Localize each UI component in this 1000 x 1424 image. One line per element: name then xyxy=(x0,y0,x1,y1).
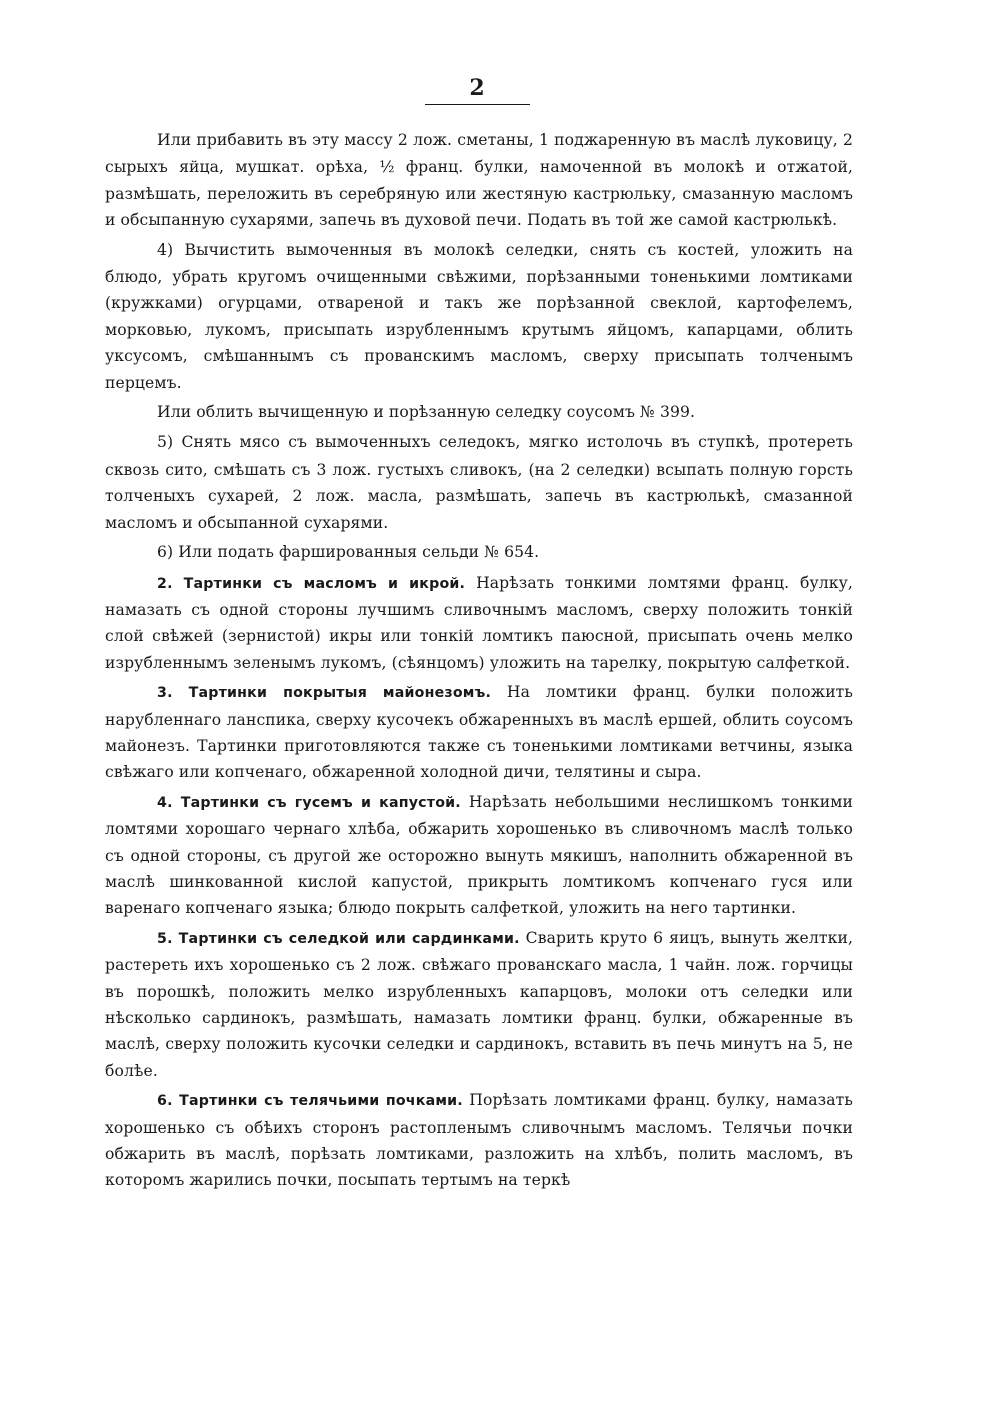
recipe-heading: 2. Тартинки съ масломъ и икрой. xyxy=(157,575,466,592)
paragraph xyxy=(105,127,853,234)
paragraph xyxy=(105,1087,853,1194)
recipe-heading: 3. Тартинки покрытыя майонезомъ. xyxy=(157,685,492,702)
paragraph-text: Нарѣзать тонкими ломтями франц. булку, намазать съ одной стороны лучшимъ сливочнымъ масломъ, сверху положить тонкій слой свѣжей (зернистой) икры или тонкій ломтикъ паюсной, присыпать очень мелко изрубленнымъ зеленымъ лукомъ, (сѣянцомъ) уложить на тарелку, покрытую салфеткой. xyxy=(105,573,853,672)
paragraph-text: 6) Или подать фаршированныя сельди № 654. xyxy=(157,543,540,562)
paragraph-text: Порѣзать ломтиками франц. булку, намазать хорошенько съ обѣихъ сторонъ растопленымъ сливочнымъ масломъ. Телячьи почки обжарить въ маслѣ, порѣзать ломтиками, разложить на хлѣбъ, полить масломъ, въ которомъ жарились почки, посыпать тертымъ на теркѣ xyxy=(105,1091,854,1190)
paragraph xyxy=(105,429,853,536)
recipe-heading: 5. Тартинки съ селедкой или сардинками. xyxy=(157,930,520,947)
paragraph xyxy=(105,399,853,426)
page-number: 2 xyxy=(469,75,485,101)
paragraph xyxy=(105,237,853,396)
recipe-heading: 4. Тартинки съ гусемъ и капустой. xyxy=(157,794,461,811)
header-rule xyxy=(425,104,530,105)
paragraph xyxy=(105,570,853,677)
paragraph-text: На ломтики франц. булки положить нарубленнаго ланспика, сверху кусочекъ обжаренныхъ въ маслѣ ершей, облить соусомъ майонезъ. Тартинки приготовляются также съ тоненькими ломтиками ветчины, языка свѣжаго или копченаго, обжаренной холодной дичи, телятины и сыра. xyxy=(105,683,854,782)
paragraph xyxy=(105,539,853,566)
paragraph-text: Нарѣзать небольшими неслишкомъ тонкими ломтями хорошаго чернаго хлѣба, обжарить хорошенько въ сливочномъ маслѣ только съ одной стороны, съ другой же осторожно вынуть мякишъ, наполнить обжаренной въ маслѣ шинкованной кислой капустой, прикрыть ломтикомъ копченаго гуся или варенаго копченаго языка; блюдо покрыть салфеткой, уложить на него тартинки. xyxy=(105,792,853,918)
paragraph-text: 4) Вычистить вымоченныя въ молокѣ селедки, снять съ костей, уложить на блюдо, убрать кругомъ очищенными свѣжими, порѣзанными тоненькими ломтиками (кружками) огурцами, отвареной и такъ же порѣзанной свеклой, картофелемъ, морковью, лукомъ, присыпать изрубленнымъ крутымъ яйцомъ, капарцами, облить уксусомъ, смѣшаннымъ съ прованскимъ масломъ, сверху присыпать толченымъ перцемъ. xyxy=(105,240,853,392)
paragraph-text: Или прибавить въ эту массу 2 лож. сметаны, 1 поджаренную въ маслѣ луковицу, 2 сырыхъ яйца, мушкат. орѣха, ½ франц. булки, намоченной въ молокѣ и отжатой, размѣшать, переложить въ серебряную или жестяную кастрюльку, смазанную масломъ и обсыпанную сухарями, запечь въ духовой печи. Подать въ той же самой кастрюлькѣ. xyxy=(105,131,853,230)
paragraph xyxy=(105,789,853,922)
paragraph-text: 5) Снять мясо съ вымоченныхъ селедокъ, мягко истолочь въ ступкѣ, протереть сквозь сито, смѣшать съ 3 лож. густыхъ сливокъ, (на 2 селедки) всыпать полную горсть толченыхъ сухарей, 2 лож. масла, размѣшать, запечь въ кастрюлькѣ, смазанной масломъ и обсыпанной сухарями. xyxy=(105,433,853,532)
recipe-heading: 6. Тартинки съ телячьими почками. xyxy=(157,1093,463,1110)
paragraph-text: Сварить круто 6 яицъ, вынуть желтки, растереть ихъ хорошенько съ 2 лож. свѣжаго прованскаго масла, 1 чайн. лож. горчицы въ порошкѣ, положить мелко изрубленныхъ капарцовъ, молоки отъ селедки или нѣсколько сардинокъ, размѣшать, намазать ломтики франц. булки, обжаренные въ маслѣ, сверху положить кусочки селедки и сардинокъ, вставить въ печь минутъ на 5, не болѣе. xyxy=(105,928,853,1080)
paragraph-text: Или облить вычищенную и порѣзанную селедку соусомъ № 399. xyxy=(157,403,696,422)
page-text xyxy=(105,127,853,1197)
paragraph xyxy=(105,925,853,1084)
paragraph xyxy=(105,679,853,786)
